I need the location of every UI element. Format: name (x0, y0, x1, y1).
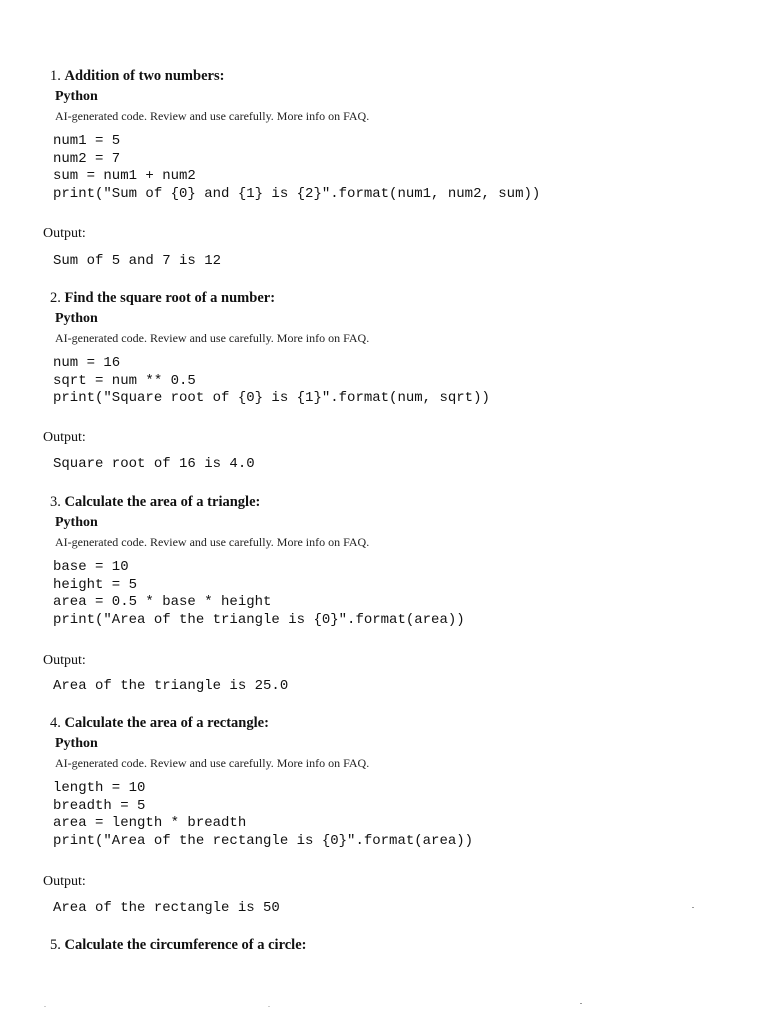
code-block: num = 16 sqrt = num ** 0.5 print("Square root of {0} is {1}".format(num, sqrt)) (53, 355, 490, 407)
code-block: length = 10 breadth = 5 area = length * breadth print("Area of the rectangle is {0}".format(area)) (53, 780, 474, 849)
section-number: 3. (50, 494, 61, 510)
section-number: 1. (50, 68, 61, 84)
section-number: 4. (50, 715, 61, 731)
code-block: base = 10 height = 5 area = 0.5 * base * height print("Area of the triangle is {0}".format(area)) (53, 559, 465, 628)
code-language-label: Python (55, 736, 98, 751)
ai-disclaimer: AI-generated code. Review and use carefully. More info on FAQ. (55, 535, 370, 549)
section-number: 2. (50, 290, 61, 306)
output-label: Output: (43, 430, 86, 445)
section-heading (50, 714, 269, 732)
section-title: Find the square root of a number: (64, 290, 276, 306)
ai-disclaimer: AI-generated code. Review and use carefully. More info on FAQ. (55, 109, 370, 123)
output-label: Output: (43, 874, 86, 889)
output-text: Square root of 16 is 4.0 (53, 456, 255, 472)
section-number: 5. (50, 937, 61, 953)
scan-speck (692, 907, 694, 908)
code-language-label: Python (55, 311, 98, 326)
section-heading (50, 936, 306, 954)
ai-disclaimer: AI-generated code. Review and use carefully. More info on FAQ. (55, 756, 370, 770)
output-text: Area of the rectangle is 50 (53, 900, 280, 916)
output-label: Output: (43, 226, 86, 241)
scan-speck (268, 1006, 270, 1007)
scan-speck (580, 1003, 582, 1004)
output-label: Output: (43, 653, 86, 668)
section-heading (50, 289, 275, 307)
code-language-label: Python (55, 89, 98, 104)
section-heading (50, 493, 260, 511)
section-title: Calculate the area of a triangle: (64, 494, 261, 510)
section-heading (50, 67, 224, 85)
output-text: Sum of 5 and 7 is 12 (53, 253, 222, 269)
code-block: num1 = 5 num2 = 7 sum = num1 + num2 print("Sum of {0} and {1} is {2}".format(num1, num2, sum)) (53, 133, 541, 202)
section-title: Addition of two numbers: (64, 68, 225, 84)
section-title: Calculate the circumference of a circle: (64, 937, 307, 953)
ai-disclaimer: AI-generated code. Review and use carefully. More info on FAQ. (55, 331, 370, 345)
code-language-label: Python (55, 515, 98, 530)
output-text: Area of the triangle is 25.0 (53, 678, 289, 694)
scan-speck (44, 1006, 46, 1007)
section-title: Calculate the area of a rectangle: (64, 715, 269, 731)
